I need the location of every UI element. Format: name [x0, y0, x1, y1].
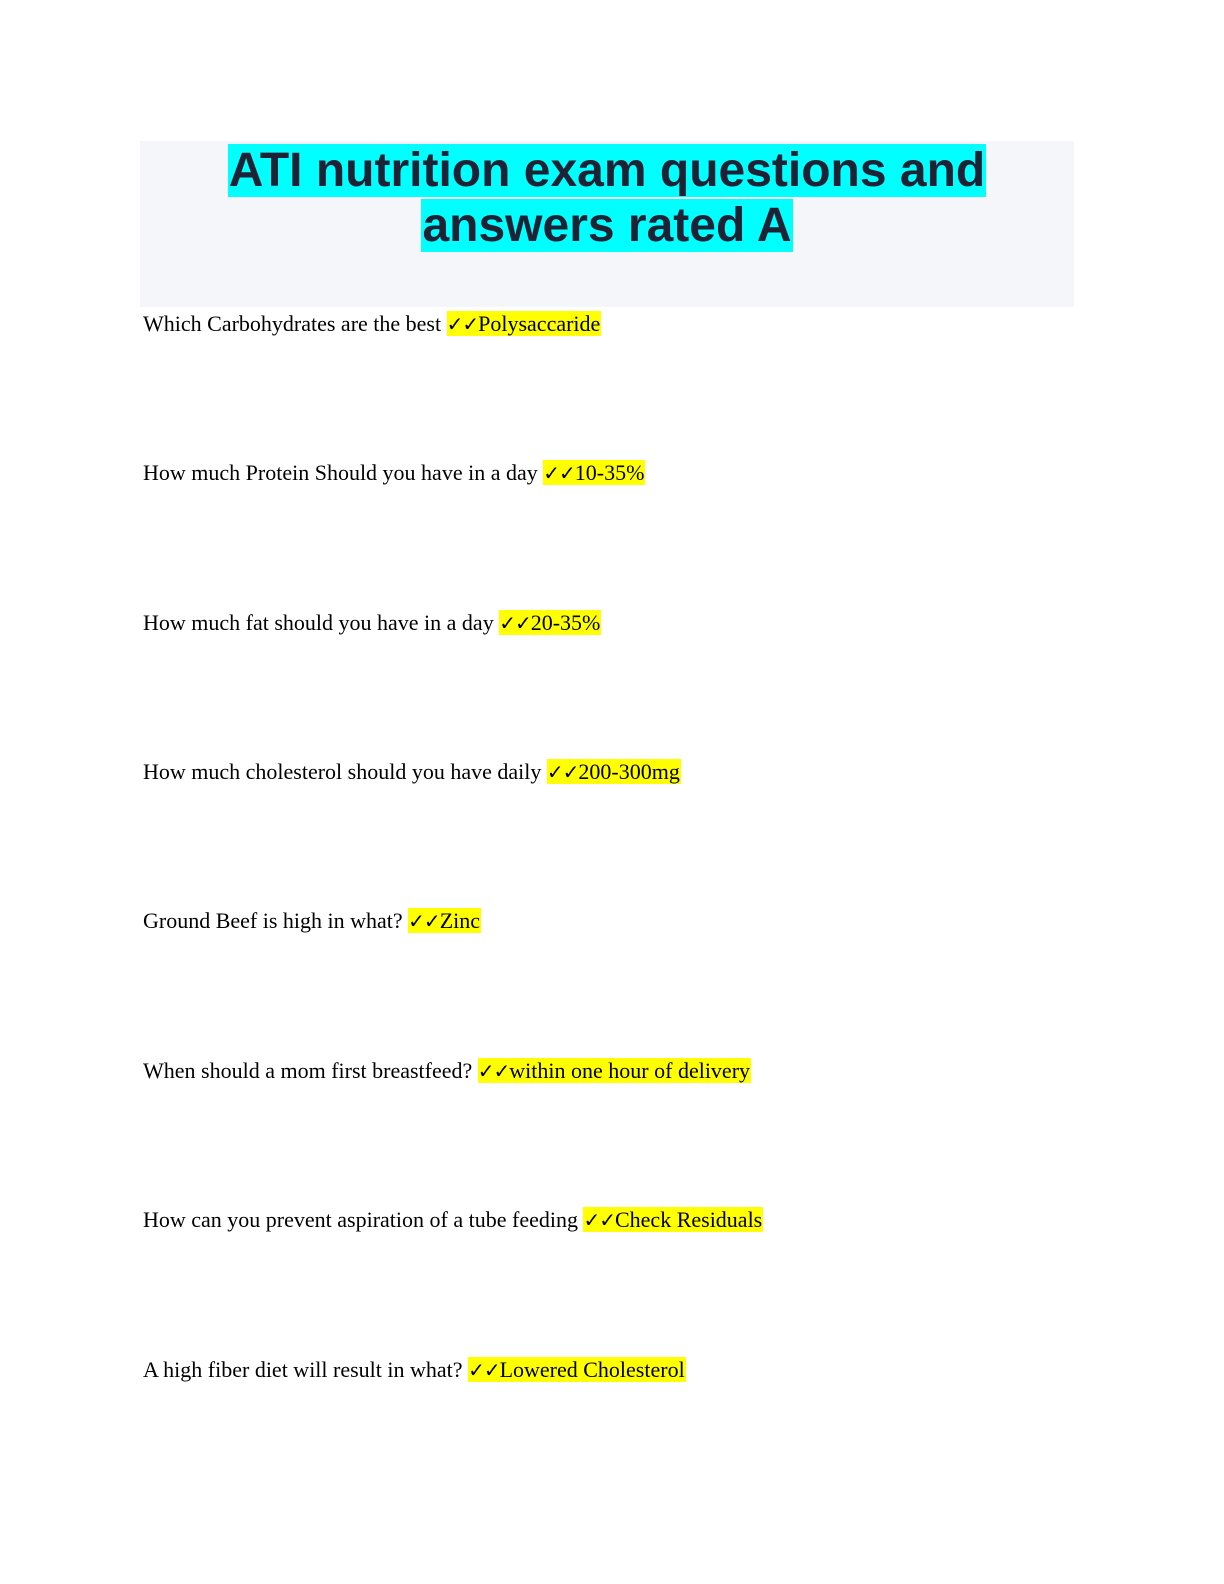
answer-highlight	[468, 1357, 686, 1382]
answer-highlight	[547, 759, 681, 784]
qa-item	[143, 608, 601, 638]
double-check-icon: ✓✓	[446, 312, 479, 336]
qa-item	[143, 1205, 763, 1235]
answer-highlight	[499, 610, 601, 635]
answer-highlight	[408, 908, 481, 933]
question-text: Ground Beef is high in what?	[143, 908, 403, 933]
double-check-icon: ✓✓	[477, 1059, 510, 1083]
question-text: How much Protein Should you have in a day	[143, 460, 538, 485]
question-text: When should a mom first breastfeed?	[143, 1058, 473, 1083]
answer-text: 20-35%	[530, 610, 601, 635]
answer-highlight	[447, 311, 602, 336]
title-block	[140, 141, 1074, 307]
double-check-icon: ✓✓	[583, 1208, 615, 1232]
qa-item	[143, 906, 481, 936]
answer-highlight	[478, 1058, 751, 1083]
qa-item	[143, 1056, 751, 1086]
answer-highlight	[543, 460, 645, 485]
question-text: Which Carbohydrates are the best	[143, 311, 442, 336]
double-check-icon: ✓✓	[408, 909, 440, 933]
question-text: A high fiber diet will result in what?	[143, 1357, 463, 1382]
answer-text: within one hour of delivery	[509, 1058, 751, 1083]
question-text: How much fat should you have in a day	[143, 610, 494, 635]
answer-text: Lowered Cholesterol	[499, 1357, 685, 1382]
qa-item	[143, 1355, 686, 1385]
title-line-2: answers rated A	[422, 199, 792, 252]
document-title	[140, 141, 1074, 253]
answer-text: Check Residuals	[614, 1207, 763, 1232]
question-text: How much cholesterol should you have daily	[143, 759, 542, 784]
double-check-icon: ✓✓	[543, 461, 575, 485]
question-text: How can you prevent aspiration of a tube feeding	[143, 1207, 578, 1232]
qa-item	[143, 757, 681, 787]
answer-highlight	[583, 1207, 763, 1232]
answer-text: Zinc	[439, 908, 481, 933]
answer-text: 200-300mg	[578, 759, 680, 784]
answer-text: Polysaccaride	[478, 311, 601, 336]
title-line-1: ATI nutrition exam questions and	[228, 144, 986, 197]
double-check-icon: ✓✓	[499, 611, 531, 635]
double-check-icon: ✓✓	[468, 1358, 500, 1382]
qa-item	[143, 309, 601, 339]
double-check-icon: ✓✓	[546, 760, 579, 784]
qa-item	[143, 458, 645, 488]
answer-text: 10-35%	[574, 460, 645, 485]
